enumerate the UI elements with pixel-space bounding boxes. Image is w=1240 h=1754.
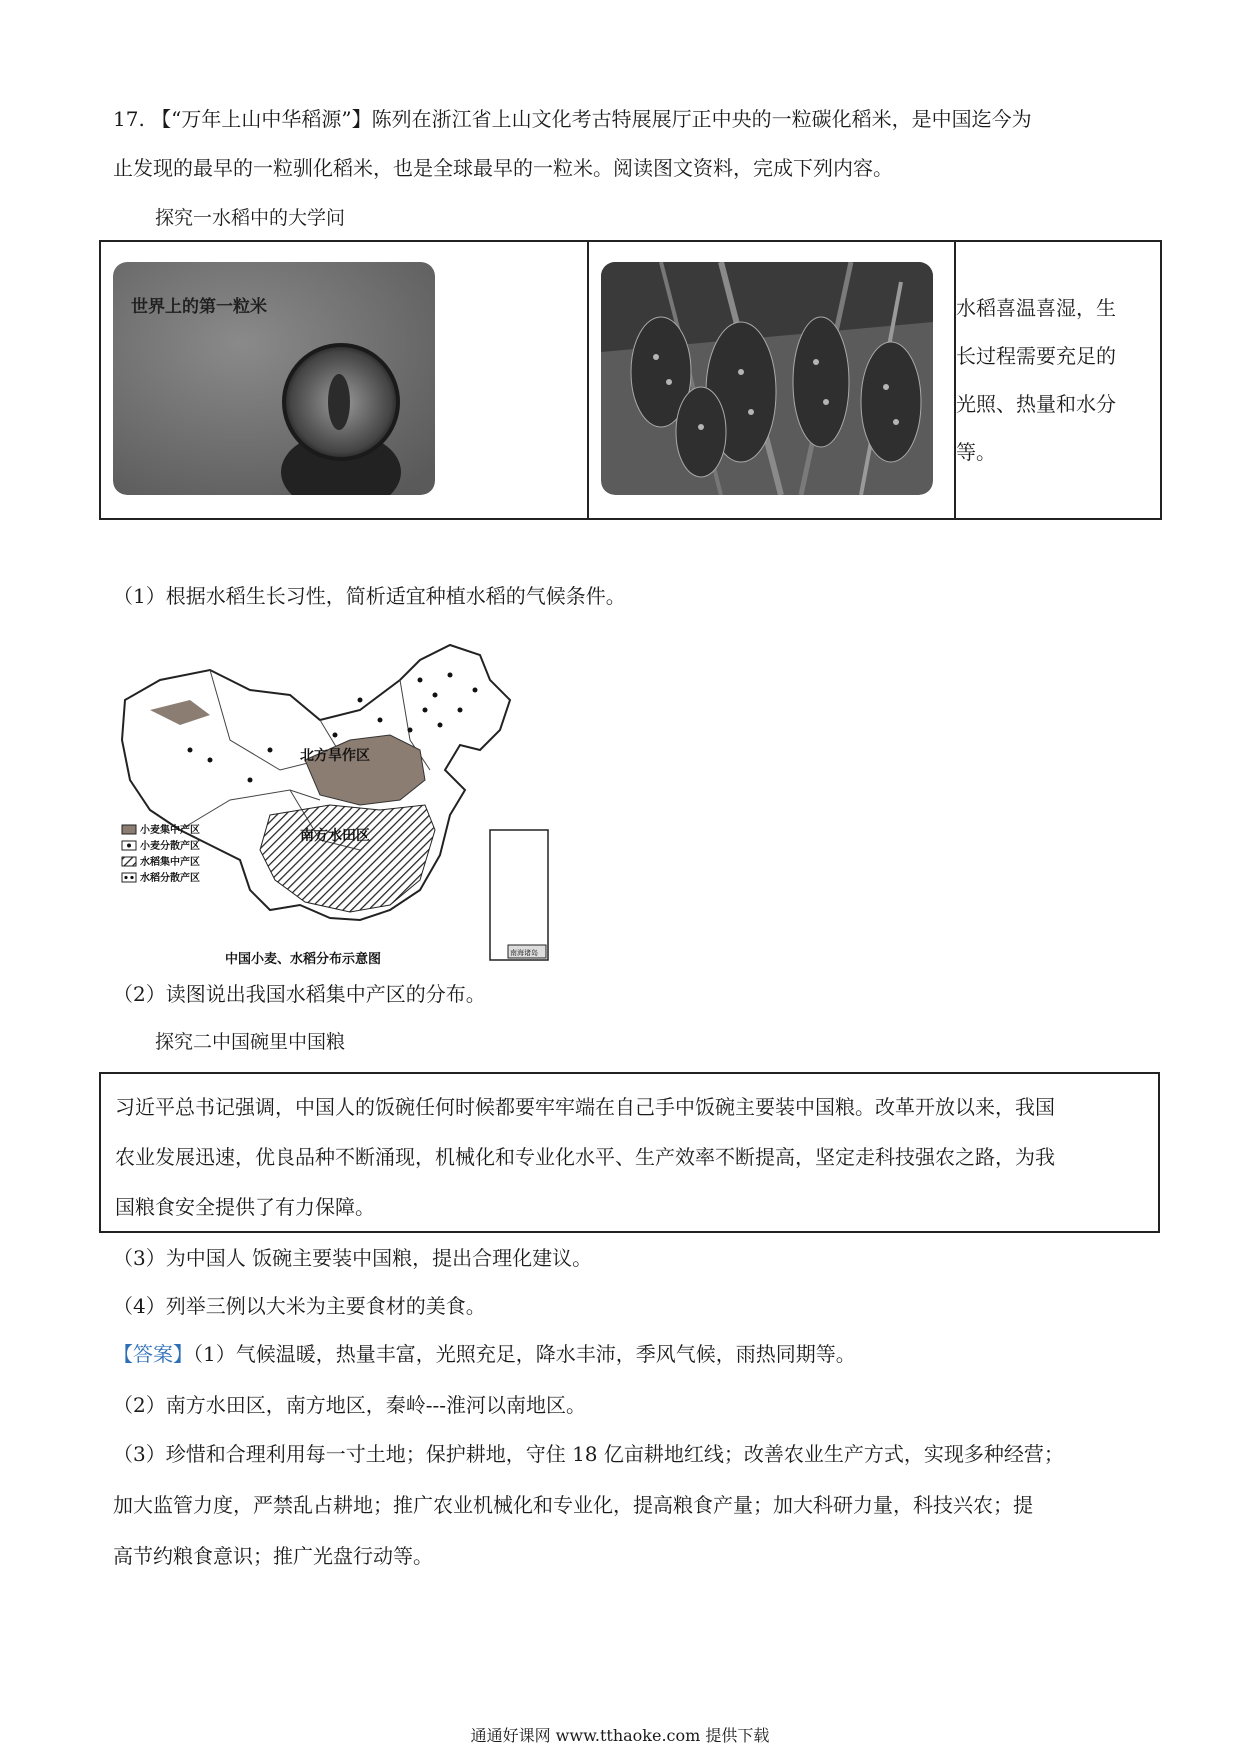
legend-item: 小麦分散产区 bbox=[140, 841, 200, 852]
section2-title: 探究二中国碗里中国粮 bbox=[155, 1031, 346, 1053]
legend-item: 小麦集中产区 bbox=[140, 825, 200, 836]
answer-3-line: 高节约粮食意识；推广光盘行动等。 bbox=[113, 1544, 433, 1568]
map-legend bbox=[122, 823, 200, 884]
rice-note-line: 水稻喜温喜湿，生 bbox=[956, 296, 1116, 320]
map-title: 中国小麦、水稻分布示意图 bbox=[225, 951, 382, 966]
china-wheat-rice-map bbox=[120, 640, 550, 970]
china-map-figure bbox=[120, 640, 550, 970]
page-footer: 通通好课网 www.tthaoke.com 提供下载 bbox=[470, 1726, 770, 1745]
rice-note-line: 光照、热量和水分 bbox=[956, 392, 1116, 416]
rice-note-cell bbox=[955, 241, 1161, 519]
legend-item: 水稻分散产区 bbox=[140, 873, 200, 884]
sub-question-2: （2）读图说出我国水稻集中产区的分布。 bbox=[113, 982, 486, 1006]
photo1-cell bbox=[100, 241, 588, 519]
answer-1-line bbox=[113, 1338, 856, 1367]
answer-1: （1）气候温暖，热量丰富，光照充足，降水丰沛，季风气候，雨热同期等。 bbox=[193, 1342, 856, 1366]
sub-question-4: （4）列举三例以大米为主要食材的美食。 bbox=[113, 1294, 486, 1318]
photo2-cell bbox=[588, 241, 955, 519]
boxed-material bbox=[99, 1072, 1160, 1233]
section1-title: 探究一水稻中的大学问 bbox=[155, 207, 346, 229]
box-line: 农业发展迅速，优良品种不断涌现，机械化和专业化水平、生产效率不断提高，坚定走科技强农之路，为我 bbox=[115, 1145, 1055, 1169]
answer-label: 【答案】 bbox=[113, 1342, 193, 1366]
rice-note-line: 等。 bbox=[956, 440, 996, 464]
answer-2: （2）南方水田区，南方地区，秦岭---淮河以南地区。 bbox=[113, 1393, 586, 1417]
legend-item: 水稻集中产区 bbox=[140, 857, 200, 868]
question-line-2: 止发现的最早的一粒驯化稻米，也是全球最早的一粒米。阅读图文资料，完成下列内容。 bbox=[113, 156, 893, 180]
box-line: 国粮食安全提供了有力保障。 bbox=[115, 1195, 375, 1219]
answer-3-line: 加大监管力度，严禁乱占耕地；推广农业机械化和专业化，提高粮食产量；加大科研力量，科技兴农；提 bbox=[113, 1493, 1033, 1517]
sub-question-1: （1）根据水稻生长习性，简析适宜种植水稻的气候条件。 bbox=[113, 584, 626, 608]
rice-note-line: 长过程需要充足的 bbox=[956, 344, 1116, 368]
photo1-caption: 世界上的第一粒米 bbox=[131, 296, 267, 316]
south-sea-inset bbox=[490, 830, 548, 960]
box-line: 习近平总书记强调，中国人的饭碗任何时候都要牢牢端在自己手中饭碗主要装中国粮。改革开放以来，我国 bbox=[115, 1095, 1055, 1119]
map-label-south: 南方水田区 bbox=[300, 827, 370, 843]
map-label-north: 北方旱作区 bbox=[300, 747, 370, 763]
question-line-1: 17. 【“万年上山中华稻源”】陈列在浙江省上山文化考古特展展厅正中央的一粒碳化稻米，是中国迄今为 bbox=[113, 107, 1032, 131]
answer-3-line: （3）珍惜和合理利用每一寸土地；保护耕地，守住 18 亿亩耕地红线；改善农业生产方式，实现多种经营； bbox=[113, 1442, 1064, 1466]
rice-plants-photo bbox=[601, 262, 933, 495]
info-table bbox=[99, 240, 1162, 520]
first-rice-grain-photo bbox=[113, 262, 435, 495]
inset-label: 南海诸岛 bbox=[510, 950, 538, 957]
sub-question-3: （3）为中国人 饭碗主要装中国粮，提出合理化建议。 bbox=[113, 1246, 593, 1270]
